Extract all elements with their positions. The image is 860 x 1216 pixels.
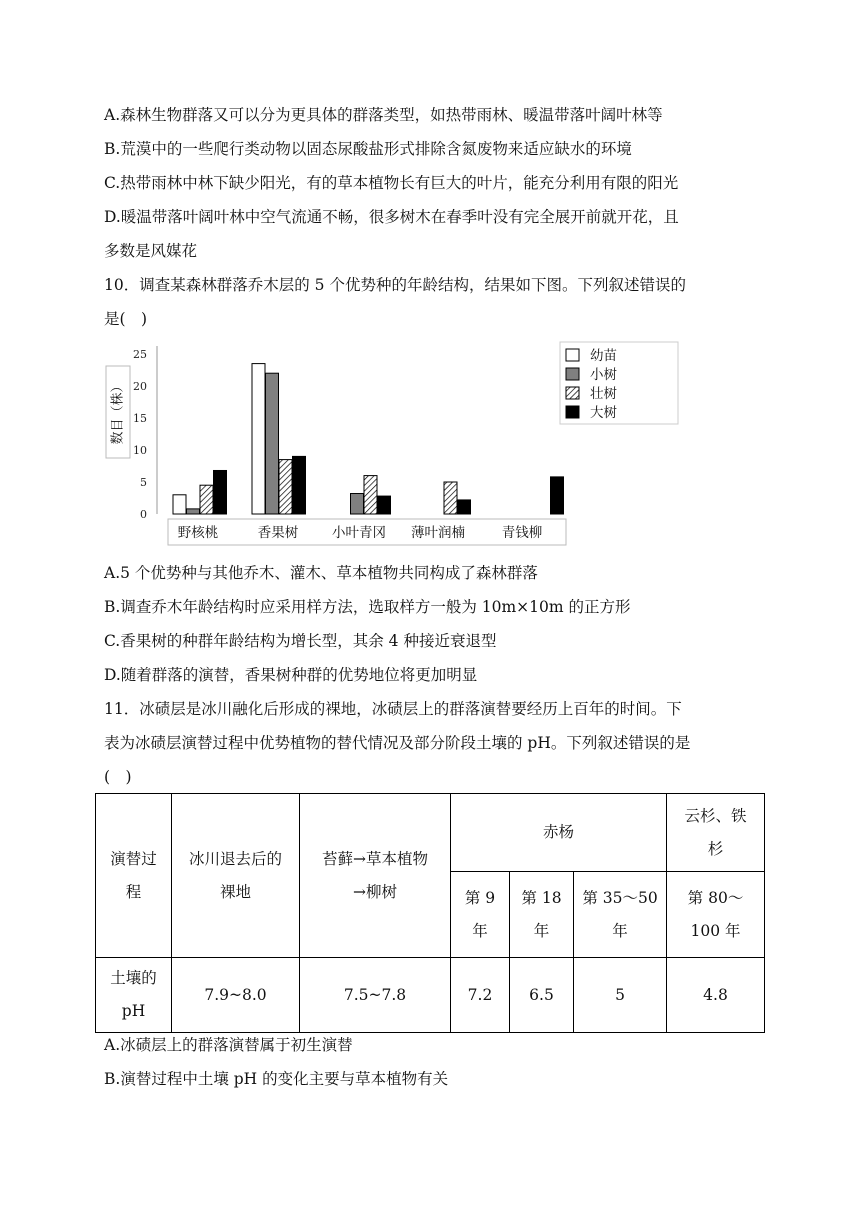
bar	[351, 494, 364, 514]
bar	[551, 477, 564, 514]
q9-option-b: B.荒漠中的一些爬行类动物以固态尿酸盐形式排除含氮废物来适应缺水的环境	[104, 140, 632, 158]
ph-cell: 7.9~8.0	[172, 958, 300, 1033]
q9-option-c: C.热带雨林中林下缺少阳光，有的草本植物长有巨大的叶片，能充分利用有限的阳光	[104, 174, 679, 192]
legend-label: 大树	[590, 405, 617, 421]
q11-stem-line2: 表为冰碛层演替过程中优势植物的替代情况及部分阶段土壤的 pH。下列叙述错误的是	[104, 734, 691, 752]
legend-swatch	[566, 387, 579, 399]
y-tick-label: 25	[133, 348, 147, 361]
bar	[279, 460, 292, 514]
ph-cell: 5	[574, 958, 667, 1033]
bar	[252, 364, 265, 514]
bar	[214, 470, 227, 514]
sub-year-18: 第 18 年	[510, 872, 574, 958]
x-tick-label: 青钱柳	[501, 525, 543, 541]
sub-year-35-50: 第 35～50 年	[574, 872, 667, 958]
y-tick-label: 5	[140, 476, 147, 489]
bar	[293, 456, 306, 514]
legend-label: 小树	[590, 367, 617, 383]
x-tick-label: 野核桃	[177, 525, 219, 541]
stage-moss-herb-willow: 苔藓→草本植物 →柳树	[300, 794, 451, 958]
bar	[173, 495, 186, 514]
succession-table	[95, 793, 765, 1033]
x-tick-label: 薄叶润楠	[411, 525, 465, 541]
legend-swatch	[566, 368, 579, 380]
y-tick-label: 15	[133, 412, 147, 425]
x-tick-label: 香果树	[257, 525, 299, 541]
sub-year-9: 第 9 年	[451, 872, 510, 958]
legend-swatch	[566, 406, 579, 418]
bar	[266, 373, 279, 514]
q10-option-b: B.调查乔木年龄结构时应采用样方法，选取样方一般为 10m×10m 的正方形	[104, 598, 631, 616]
q9-option-a: A.森林生物群落又可以分为更具体的群落类型，如热带雨林、暖温带落叶阔叶林等	[104, 106, 663, 124]
q11-option-a: A.冰碛层上的群落演替属于初生演替	[104, 1036, 353, 1054]
q10-option-a: A.5 个优势种与其他乔木、灌木、草本植物共同构成了森林群落	[104, 564, 538, 582]
q11-option-b: B.演替过程中土壤 pH 的变化主要与草本植物有关	[104, 1070, 449, 1088]
legend-label: 幼苗	[590, 348, 617, 364]
bar	[378, 496, 391, 514]
y-tick-label: 10	[133, 444, 147, 457]
stage-alder: 赤杨	[451, 794, 667, 872]
ph-cell: 4.8	[667, 958, 765, 1033]
q11-stem-line3: ( )	[104, 768, 132, 786]
q10-stem-line1: 10．调查某森林群落乔木层的 5 个优势种的年龄结构，结果如下图。下列叙述错误的	[104, 276, 686, 294]
row-label-soil-ph: 土壤的 pH	[96, 958, 172, 1033]
age-structure-chart	[104, 338, 684, 550]
bar	[364, 476, 377, 514]
sub-year-80-100: 第 80～ 100 年	[667, 872, 765, 958]
q10-option-d: D.随着群落的演替，香果树种群的优势地位将更加明显	[104, 666, 478, 684]
x-tick-label: 小叶青冈	[332, 525, 386, 541]
q10-option-c: C.香果树的种群年龄结构为增长型，其余 4 种接近衰退型	[104, 632, 497, 650]
q10-stem-line2: 是( )	[104, 310, 148, 328]
legend-label: 壮树	[590, 386, 617, 402]
q9-option-d-line1: D.暖温带落叶阔叶林中空气流通不畅，很多树木在春季叶没有完全展开前就开花，且	[104, 208, 679, 226]
y-tick-label: 20	[133, 380, 147, 393]
bar	[458, 500, 471, 514]
y-tick-label: 0	[140, 508, 147, 521]
y-axis-label: 数目（株）	[110, 379, 126, 445]
stage-spruce-hemlock: 云杉、铁 杉	[667, 794, 765, 872]
stage-bare-land: 冰川退去后的 裸地	[172, 794, 300, 958]
bar	[444, 482, 457, 514]
ph-cell: 6.5	[510, 958, 574, 1033]
row-label-succession: 演替过 程	[96, 794, 172, 958]
q9-option-d-line2: 多数是风媒花	[104, 242, 198, 260]
ph-cell: 7.5~7.8	[300, 958, 451, 1033]
age-structure-chart-svg	[104, 338, 684, 550]
ph-cell: 7.2	[451, 958, 510, 1033]
q11-stem-line1: 11．冰碛层是冰川融化后形成的裸地，冰碛层上的群落演替要经历上百年的时间。下	[104, 700, 682, 718]
legend-swatch	[566, 349, 579, 361]
bar	[200, 485, 213, 514]
bar	[187, 509, 200, 514]
